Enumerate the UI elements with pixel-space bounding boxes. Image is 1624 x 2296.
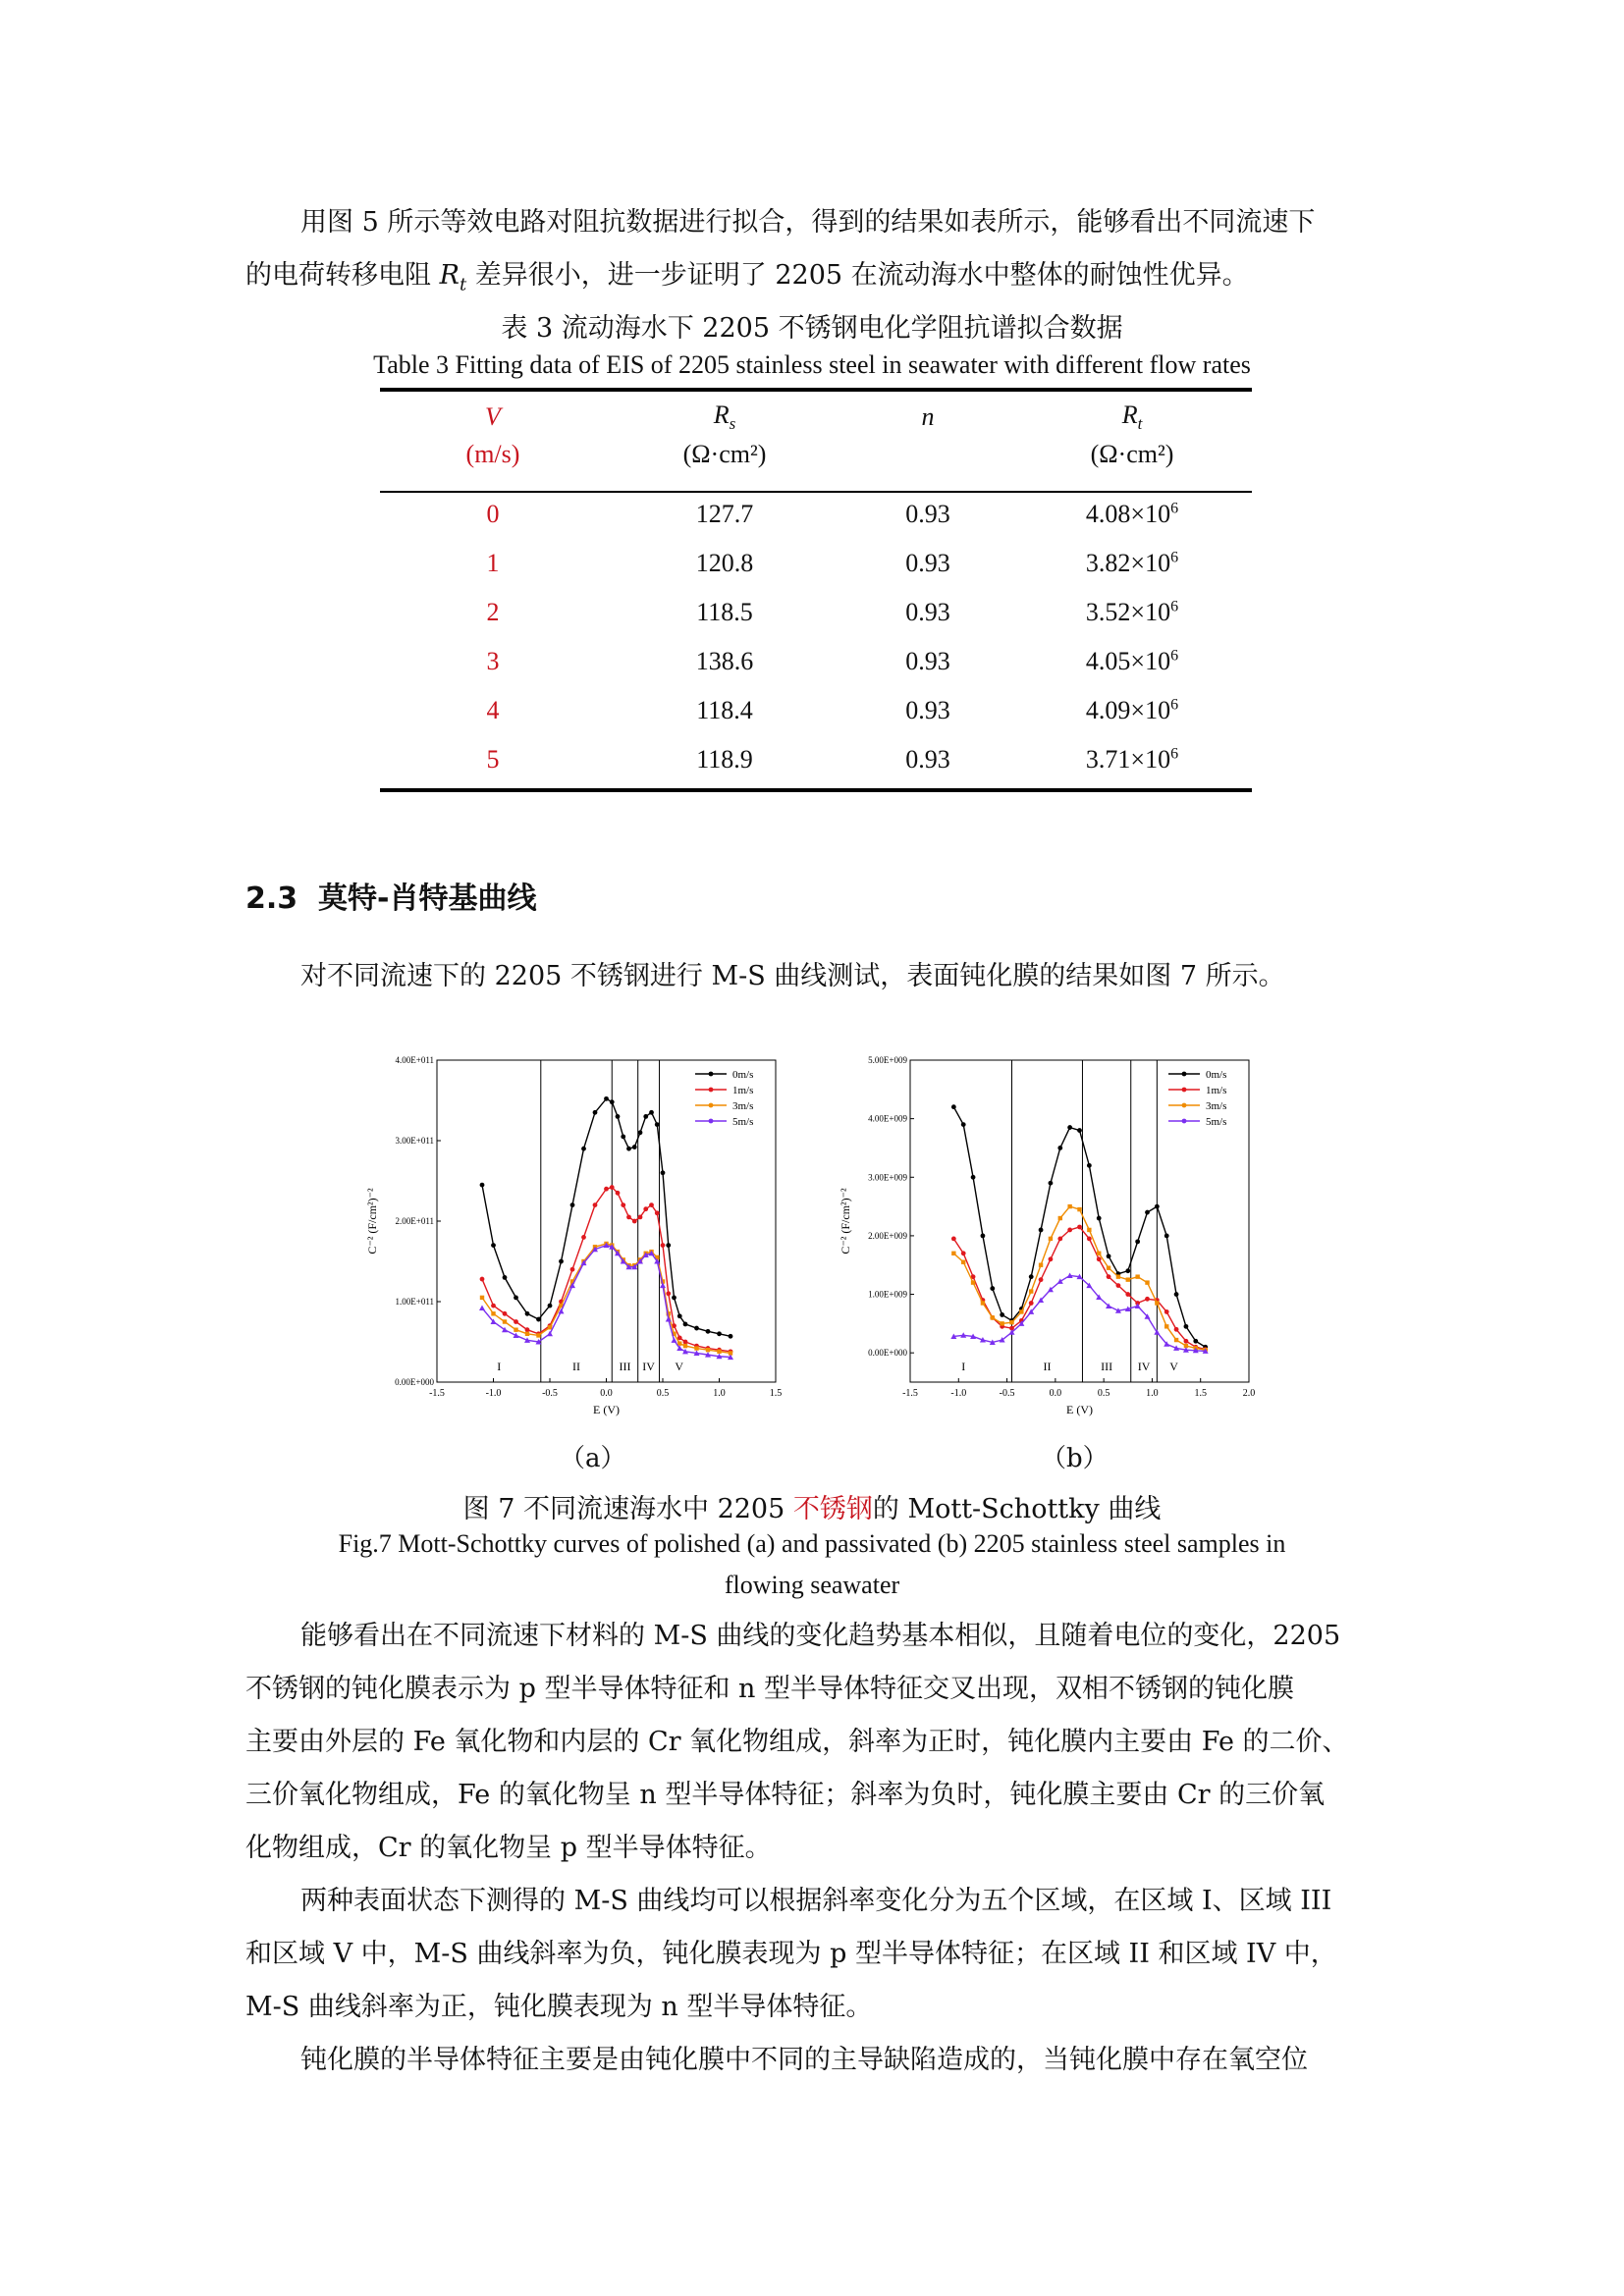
legend-marker bbox=[1182, 1103, 1187, 1108]
data-point bbox=[1057, 1146, 1062, 1150]
y-tick-label: 2.00E+009 bbox=[868, 1230, 907, 1241]
data-point bbox=[981, 1234, 986, 1239]
data-point bbox=[672, 1296, 677, 1301]
cell-rs: 120.8 bbox=[695, 549, 754, 577]
header-v: V bbox=[485, 402, 501, 431]
region-label: V bbox=[1169, 1360, 1178, 1373]
data-point bbox=[480, 1183, 485, 1188]
region-label: II bbox=[1043, 1360, 1052, 1373]
data-point bbox=[1009, 1320, 1013, 1324]
x-tick-label: -0.5 bbox=[542, 1388, 558, 1399]
table3-caption-en: Table 3 Fitting data of EIS of 2205 stainless steel in seawater with different flow rates bbox=[373, 350, 1251, 379]
data-point bbox=[604, 1187, 609, 1192]
cell-n: 0.93 bbox=[905, 598, 950, 626]
cell-n: 0.93 bbox=[905, 647, 950, 675]
y-tick-label: 4.00E+009 bbox=[868, 1113, 907, 1124]
region-label: V bbox=[675, 1360, 684, 1373]
data-point bbox=[694, 1326, 699, 1331]
region-label: IV bbox=[642, 1360, 655, 1373]
data-point bbox=[1107, 1254, 1111, 1258]
cell-n: 0.93 bbox=[905, 745, 950, 774]
cell-rs: 118.4 bbox=[696, 696, 753, 724]
data-point bbox=[626, 1215, 631, 1220]
data-point bbox=[480, 1277, 485, 1282]
y-tick-label: 5.00E+009 bbox=[868, 1055, 907, 1065]
data-point bbox=[536, 1333, 540, 1337]
data-point bbox=[643, 1206, 648, 1211]
data-point bbox=[491, 1304, 496, 1308]
legend-marker bbox=[1182, 1072, 1187, 1077]
ms-intro-paragraph bbox=[245, 950, 1388, 1003]
data-point bbox=[503, 1275, 508, 1280]
cell-n: 0.93 bbox=[905, 696, 950, 724]
data-point bbox=[626, 1147, 631, 1151]
cell-rt: $4.08\times 10^6$ bbox=[1085, 500, 1179, 528]
section-heading bbox=[245, 874, 537, 917]
data-point bbox=[1145, 1297, 1150, 1302]
panel-label-a: （a） bbox=[560, 1444, 626, 1473]
cell-rs: 118.9 bbox=[696, 745, 753, 774]
data-point bbox=[570, 1267, 575, 1272]
legend-marker bbox=[709, 1088, 714, 1093]
data-point bbox=[1126, 1277, 1130, 1281]
data-point bbox=[971, 1280, 975, 1284]
y-tick-label: 4.00E+011 bbox=[395, 1055, 434, 1065]
data-point bbox=[514, 1296, 518, 1301]
x-tick-label: -1.0 bbox=[950, 1388, 967, 1399]
cell-n: 0.93 bbox=[905, 549, 950, 577]
data-point bbox=[1019, 1309, 1023, 1313]
data-point bbox=[666, 1243, 671, 1248]
cell-rs: 138.6 bbox=[695, 647, 754, 675]
cell-v: 5 bbox=[486, 745, 500, 774]
data-point bbox=[616, 1114, 621, 1119]
data-point bbox=[514, 1332, 519, 1338]
data-point bbox=[1193, 1339, 1198, 1344]
legend-label: 1m/s bbox=[1206, 1085, 1227, 1096]
data-point bbox=[525, 1311, 530, 1316]
data-point bbox=[514, 1328, 517, 1332]
data-point bbox=[1135, 1239, 1140, 1244]
data-point bbox=[981, 1301, 985, 1305]
cell-rt: $3.71\times 10^6$ bbox=[1085, 745, 1179, 774]
x-axis-label: E (V) bbox=[1066, 1403, 1093, 1416]
line: 两种表面状态下测得的 M-S 曲线均可以根据斜率变化分为五个区域，在区域 I、区域 III bbox=[300, 1886, 1332, 1916]
data-point bbox=[1155, 1204, 1160, 1209]
legend-marker bbox=[709, 1103, 714, 1108]
data-point bbox=[1164, 1309, 1169, 1314]
line: M-S 曲线斜率为正，钝化膜表现为 n 型半导体特征。 bbox=[245, 1992, 873, 2022]
data-point bbox=[610, 1185, 615, 1190]
data-point bbox=[503, 1311, 508, 1316]
data-point bbox=[1000, 1321, 1003, 1325]
header-n-unit bbox=[843, 435, 1012, 484]
x-tick-label: 0.5 bbox=[656, 1388, 670, 1399]
data-point bbox=[661, 1243, 666, 1248]
data-point bbox=[1087, 1163, 1092, 1168]
data-point bbox=[514, 1319, 518, 1324]
data-point bbox=[1039, 1277, 1044, 1282]
figure7-caption-red: 不锈钢 bbox=[792, 1494, 873, 1524]
table-row bbox=[380, 735, 1252, 784]
data-point bbox=[1029, 1301, 1034, 1306]
x-tick-label: 0.5 bbox=[1097, 1388, 1110, 1399]
data-point bbox=[1067, 1204, 1071, 1208]
table3-caption-zh: 表 3 流动海水下 2205 不锈钢电化学阻抗谱拟合数据 bbox=[501, 313, 1123, 344]
data-point bbox=[581, 1147, 586, 1151]
header-rt-unit: (Ω·cm²) bbox=[1090, 440, 1174, 468]
data-point bbox=[961, 1260, 965, 1264]
data-point bbox=[1087, 1228, 1091, 1232]
intro-line-2 bbox=[245, 249, 1388, 311]
y-axis-label: C⁻² (F/cm²)⁻² bbox=[365, 1188, 379, 1255]
y-tick-label: 3.00E+011 bbox=[395, 1136, 434, 1146]
x-tick-label: -0.5 bbox=[999, 1388, 1015, 1399]
data-point bbox=[1125, 1292, 1130, 1297]
intro-line-2-pre: 的电荷转移电阻 bbox=[245, 260, 440, 291]
data-point bbox=[559, 1259, 564, 1264]
table-row bbox=[380, 484, 1252, 539]
data-point bbox=[1029, 1289, 1033, 1293]
line: 三价氧化物组成，Fe 的氧化物呈 n 型半导体特征；斜率为负时，钝化膜主要由 Cr 的三价氧 bbox=[245, 1780, 1326, 1810]
header-rs-unit: (Ω·cm²) bbox=[682, 440, 767, 468]
legend-label: 0m/s bbox=[732, 1069, 754, 1081]
region-label: III bbox=[619, 1360, 631, 1373]
data-point bbox=[1116, 1283, 1121, 1288]
data-point bbox=[1067, 1125, 1072, 1130]
cell-rt: $4.05\times 10^6$ bbox=[1085, 647, 1179, 675]
data-point bbox=[621, 1135, 625, 1140]
legend-label: 0m/s bbox=[1206, 1069, 1227, 1081]
data-point bbox=[503, 1319, 507, 1323]
data-point bbox=[1067, 1228, 1072, 1233]
data-point bbox=[961, 1122, 966, 1127]
intro-line-1: 用图 5 所示等效电路对阻抗数据进行拟合，得到的结果如表所示，能够看出不同流速下 bbox=[300, 207, 1316, 238]
data-point bbox=[1174, 1327, 1179, 1332]
legend-marker bbox=[1182, 1119, 1187, 1124]
x-tick-label: -1.0 bbox=[485, 1388, 502, 1399]
header-n: n bbox=[921, 402, 935, 431]
x-tick-label: 1.0 bbox=[1146, 1388, 1159, 1399]
data-point bbox=[1097, 1216, 1102, 1221]
panel-label-b: （b） bbox=[1041, 1444, 1109, 1473]
data-point bbox=[729, 1334, 733, 1339]
cell-v: 3 bbox=[486, 647, 500, 675]
data-point bbox=[548, 1325, 552, 1329]
data-point bbox=[548, 1304, 553, 1308]
figure7-caption-zh: 图 7 不同流速海水中 2205 不锈钢的 Mott-Schottky 曲线 bbox=[462, 1494, 1162, 1524]
section-title: 莫特-肖特基曲线 bbox=[318, 881, 537, 916]
data-point bbox=[951, 1236, 956, 1241]
body-paragraph-2 bbox=[245, 1875, 1388, 2034]
legend-label: 3m/s bbox=[1206, 1100, 1227, 1112]
legend-label: 3m/s bbox=[732, 1100, 754, 1112]
legend-label: 1m/s bbox=[732, 1085, 754, 1096]
data-point bbox=[479, 1306, 485, 1311]
data-point bbox=[621, 1202, 625, 1207]
data-point bbox=[547, 1331, 553, 1337]
x-tick-label: 0.0 bbox=[1049, 1388, 1062, 1399]
y-tick-label: 3.00E+009 bbox=[868, 1172, 907, 1183]
table-row bbox=[380, 539, 1252, 588]
rt-subscript: t bbox=[459, 274, 467, 295]
data-point bbox=[1116, 1274, 1120, 1278]
data-point bbox=[643, 1114, 648, 1119]
data-point bbox=[706, 1329, 711, 1334]
cell-rt: $3.52\times 10^6$ bbox=[1085, 598, 1179, 626]
plot-frame bbox=[910, 1060, 1249, 1382]
data-point bbox=[1097, 1252, 1101, 1255]
data-point bbox=[683, 1344, 687, 1348]
data-point bbox=[655, 1210, 660, 1215]
data-point bbox=[666, 1291, 671, 1296]
data-point bbox=[1145, 1210, 1150, 1215]
data-point bbox=[655, 1122, 660, 1127]
data-point bbox=[1174, 1292, 1179, 1297]
chart-b bbox=[837, 1041, 1269, 1433]
data-point bbox=[1049, 1256, 1054, 1261]
data-point bbox=[961, 1251, 966, 1255]
data-point bbox=[1029, 1274, 1034, 1279]
data-point bbox=[1049, 1237, 1053, 1241]
line: 钝化膜的半导体特征主要是由钝化膜中不同的主导缺陷造成的，当钝化膜中存在氧空位 bbox=[300, 2045, 1308, 2075]
data-point bbox=[1184, 1339, 1189, 1344]
table-bottom-rule bbox=[380, 788, 1252, 792]
data-point bbox=[1077, 1128, 1082, 1133]
series-line-0m/s bbox=[482, 1098, 731, 1336]
data-point bbox=[604, 1096, 609, 1101]
data-point bbox=[1049, 1181, 1054, 1186]
data-point bbox=[491, 1311, 495, 1315]
data-point bbox=[683, 1340, 688, 1345]
data-point bbox=[570, 1202, 575, 1207]
legend-marker bbox=[709, 1072, 714, 1077]
cell-rt: $3.82\times 10^6$ bbox=[1085, 549, 1179, 577]
data-point bbox=[632, 1145, 637, 1149]
data-point bbox=[1057, 1278, 1063, 1284]
region-label: IV bbox=[1137, 1360, 1151, 1373]
data-point bbox=[1164, 1324, 1168, 1328]
data-point bbox=[1077, 1207, 1081, 1211]
data-point bbox=[1135, 1274, 1139, 1278]
cell-rs: 118.5 bbox=[696, 598, 753, 626]
cell-rt: $4.09\times 10^6$ bbox=[1085, 696, 1179, 724]
cell-v: 2 bbox=[486, 598, 500, 626]
table-row bbox=[380, 637, 1252, 686]
cell-v: 4 bbox=[486, 696, 500, 724]
x-tick-label: 2.0 bbox=[1242, 1388, 1256, 1399]
data-point bbox=[1000, 1312, 1004, 1317]
legend-marker bbox=[1182, 1088, 1187, 1093]
y-tick-label: 0.00E+000 bbox=[868, 1348, 907, 1359]
figure7-caption-en-2: flowing seawater bbox=[724, 1571, 900, 1599]
section-number: 2.3 bbox=[245, 881, 298, 916]
cell-v: 0 bbox=[486, 500, 500, 528]
y-tick-label: 1.00E+011 bbox=[395, 1297, 434, 1307]
series-line-5m/s bbox=[482, 1246, 731, 1358]
data-point bbox=[638, 1130, 643, 1135]
table-row bbox=[380, 588, 1252, 637]
x-axis-label: E (V) bbox=[593, 1403, 620, 1416]
line: 主要由外层的 Fe 氧化物和内层的 Cr 氧化物组成，斜率为正时，钝化膜内主要由 Fe 的二价、 bbox=[245, 1727, 1349, 1757]
data-point bbox=[677, 1313, 682, 1318]
plot-frame bbox=[437, 1060, 776, 1382]
data-point bbox=[1125, 1268, 1130, 1273]
data-point bbox=[991, 1315, 995, 1319]
header-v-unit: (m/s) bbox=[465, 440, 520, 468]
x-tick-label: 1.0 bbox=[713, 1388, 726, 1399]
body-paragraph-3 bbox=[245, 2034, 1388, 2087]
data-point bbox=[525, 1332, 529, 1336]
data-point bbox=[632, 1219, 637, 1224]
data-point bbox=[1164, 1234, 1169, 1239]
table3 bbox=[380, 388, 1252, 784]
data-point bbox=[661, 1170, 666, 1175]
y-axis-label: C⁻² (F/cm²)⁻² bbox=[839, 1188, 852, 1255]
region-label: I bbox=[961, 1360, 966, 1373]
chart-a bbox=[363, 1041, 795, 1433]
data-point bbox=[616, 1191, 621, 1196]
header-rt: $R_t$ bbox=[1121, 400, 1143, 434]
data-point bbox=[1039, 1228, 1044, 1233]
data-point bbox=[1155, 1301, 1159, 1305]
data-point bbox=[951, 1252, 955, 1255]
rt-symbol: R bbox=[439, 260, 460, 291]
data-point bbox=[694, 1346, 698, 1350]
region-label: III bbox=[1101, 1360, 1113, 1373]
line: 能够看出在不同流速下材料的 M-S 曲线的变化趋势基本相似，且随着电位的变化，2205 bbox=[300, 1621, 1341, 1651]
data-point bbox=[1107, 1266, 1110, 1270]
table-row bbox=[380, 686, 1252, 735]
data-point bbox=[717, 1350, 721, 1354]
line: 和区域 V 中，M-S 曲线斜率为负，钝化膜表现为 p 型半导体特征；在区域 II 和区域 IV 中， bbox=[245, 1939, 1337, 1969]
x-tick-label: 1.5 bbox=[769, 1388, 783, 1399]
cell-n: 0.93 bbox=[905, 500, 950, 528]
cell-v: 1 bbox=[486, 549, 500, 577]
data-point bbox=[706, 1348, 710, 1352]
data-point bbox=[581, 1235, 586, 1240]
data-point bbox=[717, 1331, 722, 1336]
x-tick-label: -1.5 bbox=[902, 1388, 918, 1399]
x-tick-label: -1.5 bbox=[429, 1388, 445, 1399]
data-point bbox=[593, 1110, 598, 1115]
line: 化物组成，Cr 的氧化物呈 p 型半导体特征。 bbox=[245, 1833, 772, 1863]
line: 不锈钢的钝化膜表示为 p 型半导体特征和 n 型半导体特征交叉出现，双相不锈钢的钝化膜 bbox=[245, 1674, 1295, 1704]
data-point bbox=[1058, 1216, 1062, 1220]
data-point bbox=[480, 1296, 484, 1300]
data-point bbox=[536, 1317, 541, 1322]
data-point bbox=[1077, 1225, 1082, 1230]
data-point bbox=[1039, 1263, 1043, 1267]
data-point bbox=[638, 1215, 643, 1220]
x-tick-label: 1.5 bbox=[1194, 1388, 1207, 1399]
data-point bbox=[1184, 1324, 1189, 1329]
data-point bbox=[951, 1104, 956, 1109]
data-point bbox=[491, 1243, 496, 1248]
intro-paragraph bbox=[245, 196, 1388, 311]
data-point bbox=[1107, 1274, 1111, 1279]
x-tick-label: 0.0 bbox=[600, 1388, 613, 1399]
legend-label: 5m/s bbox=[732, 1116, 754, 1128]
y-tick-label: 0.00E+000 bbox=[395, 1377, 434, 1387]
header-rs: $R_s$ bbox=[713, 400, 736, 434]
region-label: I bbox=[497, 1360, 502, 1373]
intro-line-2-post: 差异很小，进一步证明了 2205 在流动海水中整体的耐蚀性优异。 bbox=[466, 260, 1249, 291]
data-point bbox=[1087, 1236, 1092, 1241]
data-point bbox=[649, 1202, 654, 1207]
ms-intro-line: 对不同流速下的 2205 不锈钢进行 M-S 曲线测试，表面钝化膜的结果如图 7 所示。 bbox=[300, 961, 1285, 991]
data-point bbox=[610, 1099, 615, 1104]
cell-rs: 127.7 bbox=[695, 500, 754, 528]
data-point bbox=[1145, 1280, 1149, 1284]
figure7-caption-en-1: Fig.7 Mott-Schottky curves of polished (a) and passivated (b) 2205 stainless steel samples in bbox=[338, 1529, 1286, 1558]
data-point bbox=[525, 1327, 530, 1332]
data-point bbox=[683, 1322, 688, 1327]
region-label: II bbox=[572, 1360, 581, 1373]
data-point bbox=[1097, 1256, 1102, 1261]
data-point bbox=[593, 1202, 598, 1207]
data-point bbox=[971, 1175, 976, 1180]
y-tick-label: 1.00E+009 bbox=[868, 1289, 907, 1300]
data-point bbox=[1174, 1338, 1178, 1342]
data-point bbox=[1057, 1236, 1062, 1241]
data-point bbox=[990, 1286, 995, 1291]
y-tick-label: 2.00E+011 bbox=[395, 1216, 434, 1226]
body-paragraph-1 bbox=[245, 1610, 1388, 1875]
legend-marker bbox=[709, 1119, 714, 1124]
data-point bbox=[649, 1110, 654, 1115]
legend-label: 5m/s bbox=[1206, 1116, 1227, 1128]
